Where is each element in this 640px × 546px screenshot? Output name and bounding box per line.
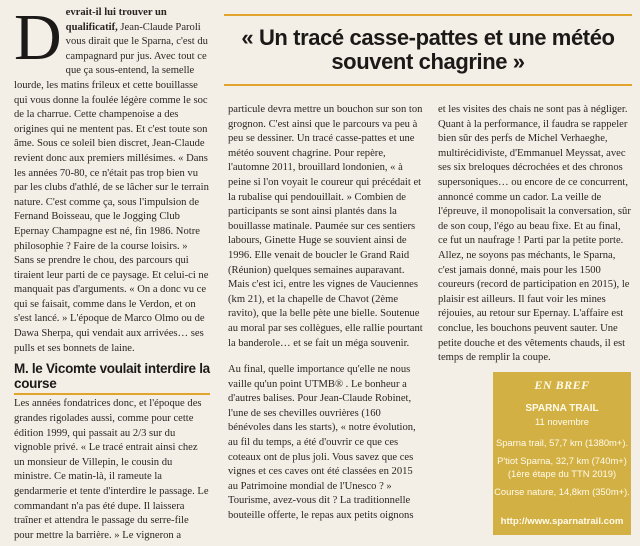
- section-subheading: M. le Vicomte voulait interdire la course: [14, 362, 210, 395]
- intro-body: Jean-Claude Paroli vous dirait que le Sparna, c'est du campagnard pur jus. Avec tout ce que ça sous-entend, la semelle lourde, les matins frileux et cette bouillasse qui vous donne la foulée légère comme le soc de la charrue. Cette champenoise a des origines qui ne mentent pas. Et c'est toute son âme. Sous ce soleil bien discret, Jean-Claude revient donc aux premiers millésimes. « Dans les années 70-80, ce n'était pas trop bien vu par les clubs d'athlé, de se lâcher sur le terrain nature. C'est comme ça, sous l'impulsion de Fernand Boisseau, que le Jogging Club Epernay Champagne est né, fin 1986. Notre philosophie ? Faire de la course loisirs. » Sans se prendre le chou, des parcours qui tiraient leur parti de ce paysage. Et celui-ci ne manquait pas d'arguments. « On a donc vu ce qui se faisait, comme dans le Verdon, et on s'est lancé. » L'époque de Marco Olmo ou de Dawa Sherpa, qui vendait aux arrivées… ses pulls et ses bonnets de laine.: [14, 21, 209, 354]
- brief-race-item: P'tiot Sparna, 32,7 km (740m+) (1ère étape du TTN 2019): [497, 455, 627, 479]
- event-website-link[interactable]: http://www.sparnatrail.com: [500, 516, 624, 527]
- article-column-1: [14, 1, 210, 543]
- article-column-2: [228, 103, 424, 524]
- brief-event-name: SPARNA TRAIL: [525, 403, 599, 414]
- column2-paragraph-2: Au final, quelle importance qu'elle ne nous vaille qu'un point UTMB® . Le bonheur a d'autres balises. Pour Jean-Claude Robinet, l'une de ses chevilles ouvrières (160 bénévoles dans les starts), « notre évolution, au fil du temps, a été d'ouvrir ce que ces coteaux ont de plus joli. Vous savez que ces vignes et ces caves ont été classées en 2015 au Patrimoine mondial de l'Unesco ? » Tourisme, avez-vous dit ? La traditionnelle bouteille offerte, le repas aux petits oignons: [228, 364, 416, 522]
- intro-paragraph: [14, 1, 210, 356]
- section-paragraph: Les années fondatrices donc, et l'époque des grandes rigolades aussi, comme pour cette édition 1999, qui passait au 2/3 sur du vignoble privé. « Le tracé entrait ainsi chez un monsieur de Villepin, le cousin du ministre. Ce matin-là, il rameute la gendarmerie et tente d'interdire le passage. Le commandant n'a pas été dupe. Il laissera traîner et attendra le passage du serre-file pour mettre la barrière. » Le vigneron a: [14, 398, 209, 541]
- headline-box: [224, 14, 632, 86]
- article-column-3: [438, 103, 632, 366]
- brief-heading: EN BREF: [534, 378, 590, 392]
- brief-event-date: 11 novembre: [534, 416, 590, 427]
- brief-race-item: Sparna trail, 57,7 km (1380m+).: [495, 436, 629, 448]
- brief-race-list: [493, 437, 631, 499]
- en-bref-box: [493, 372, 631, 535]
- brief-race-item: Course nature, 14,8km (350m+).: [494, 486, 630, 497]
- column2-paragraph-1: particule devra mettre un bouchon sur son ton grognon. C'est ainsi que le parcours va peu à peu se dessiner. Un tracé casse-pattes et une météo souvent chagrine. Pour repère, l'automne 2011, brouillard londonien, « à peine si l'on voyait le coureur qui précédait et la rubalise qui pendouillait. » Combien de participants se sont ainsi plantés dans la bouillasse matinale. Paumée sur ces sentiers labours, Ginette Huge se souvient ainsi de 1996. Elle venait de boucler le Grand Raid (Réunion) quelques semaines auparavant. Mais c'est ici, entre les vignes de Vauciennes (km 21), et la chapelle de Chavot (2ème ravito), que la belle pète une bielle. Soutenue au moral par ses collègues, elle rallie pourtant la banderole… et se fait un méga souvenir.: [228, 104, 423, 349]
- column3-paragraph-1: et les visites des chais ne sont pas à négliger. Quant à la performance, il faudra se rappeler bien sûr des perfs de Michel Verhaeghe, multirécidiviste, d'Emmanuel Meyssat, avec ses six breloques décrochées et des chronos supersoniques… ou encore de ce concurrent, annoncé comme un cador. La veille de l'épreuve, il monopolisait la conversation, sûr de son coup, l'égo au beau fixe. Et au final, ce fut un naufrage ! Parti par la petite porte. Allez, ne soyons pas méchants, le Sparna, c'est jamais donné, mais pour les 1500 coureurs (record de participation en 2015), le plaisir est ailleurs. Il faut voir les mines réjouies, au retour sur Epernay. L'affaire est conclue, les bouchons peuvent sauter. Une petite douche et des vêtements chauds, il est temps de remplir la coupe.: [438, 104, 631, 364]
- drop-cap: D: [14, 1, 62, 74]
- article-headline: « Un tracé casse-pattes et une météo souvent chagrine »: [241, 25, 615, 74]
- lead-text: evrait-il lui trouver un qualificatif,: [65, 7, 167, 33]
